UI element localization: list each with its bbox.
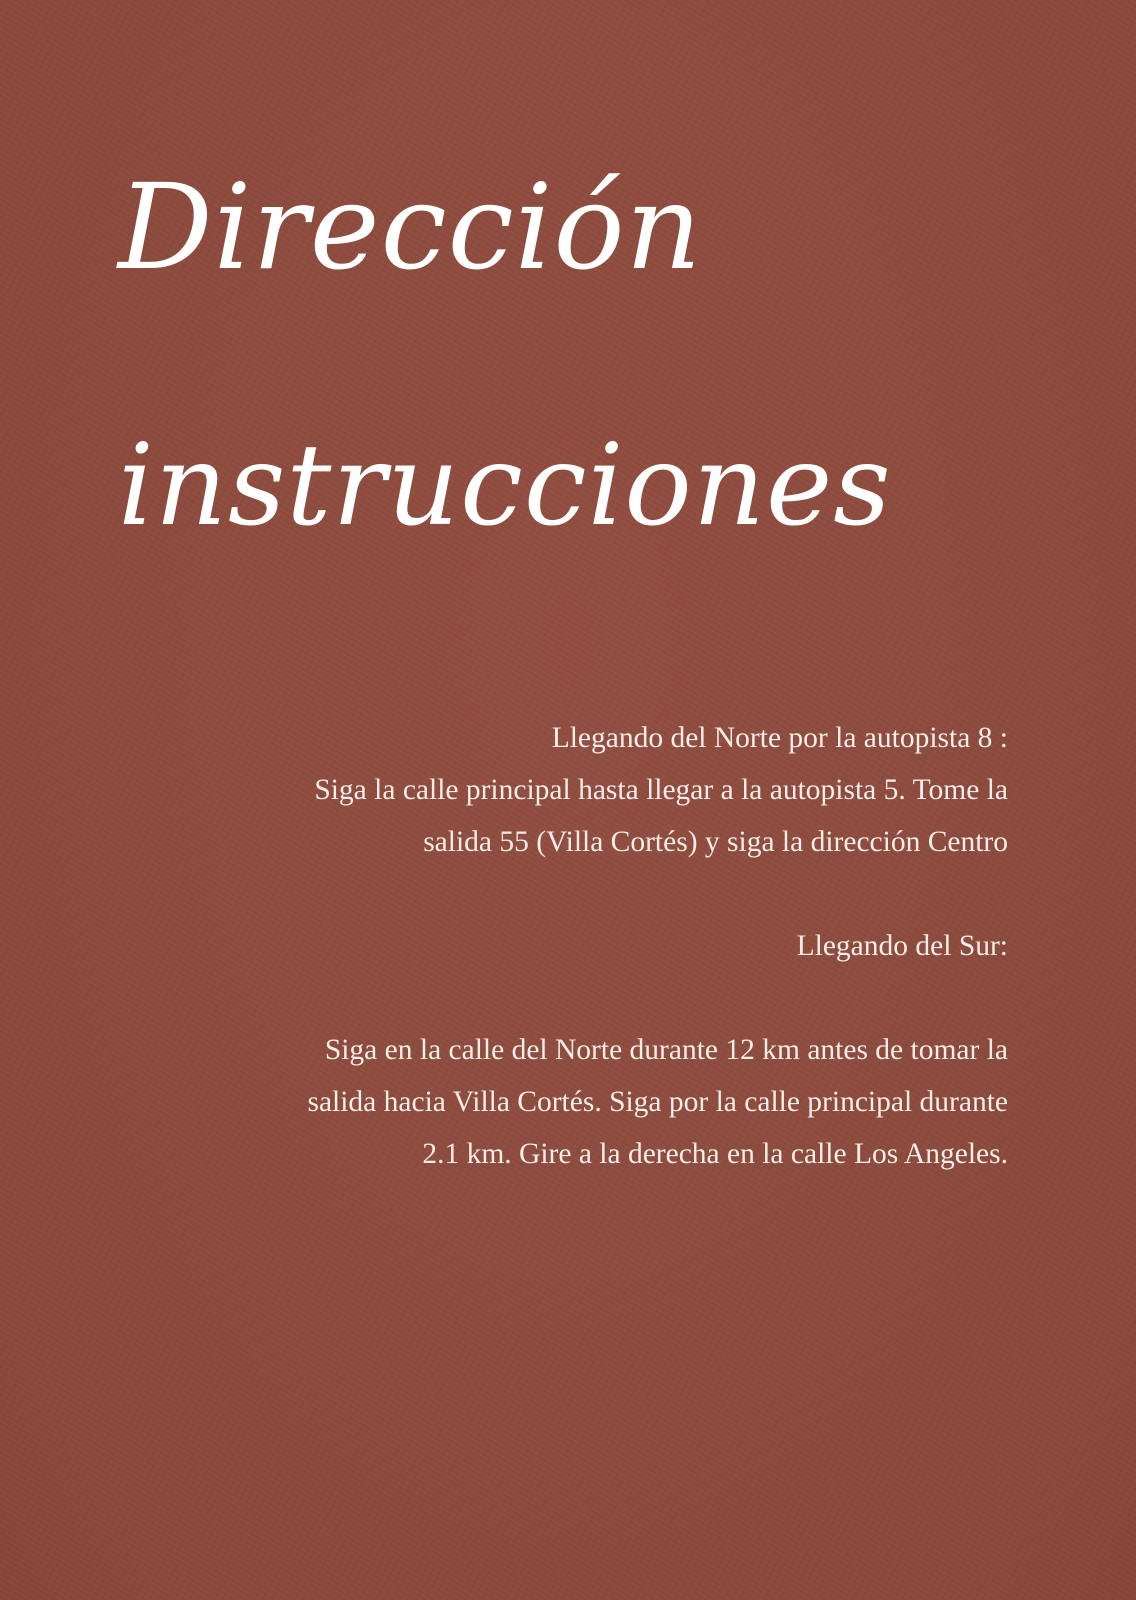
title-direccion: Dirección (118, 158, 703, 296)
spacer (128, 868, 1008, 920)
north-directions: Siga la calle principal hasta llegar a la autopista 5. Tome la salida 55 (Villa Cortés) y siga la dirección Centro (314, 774, 1008, 858)
spacer (128, 972, 1008, 1024)
north-heading: Llegando del Norte por la autopista 8 : (551, 722, 1008, 754)
title-instrucciones: instrucciones (118, 421, 892, 551)
south-directions: Siga en la calle del Norte durante 12 km antes de tomar la salida hacia Villa Cortés. Siga por la calle principal durante 2.1 km. Gire a la derecha en la calle Los Angeles. (307, 1034, 1008, 1170)
south-heading: Llegando del Sur: (796, 930, 1008, 962)
directions-text (128, 712, 1008, 1180)
